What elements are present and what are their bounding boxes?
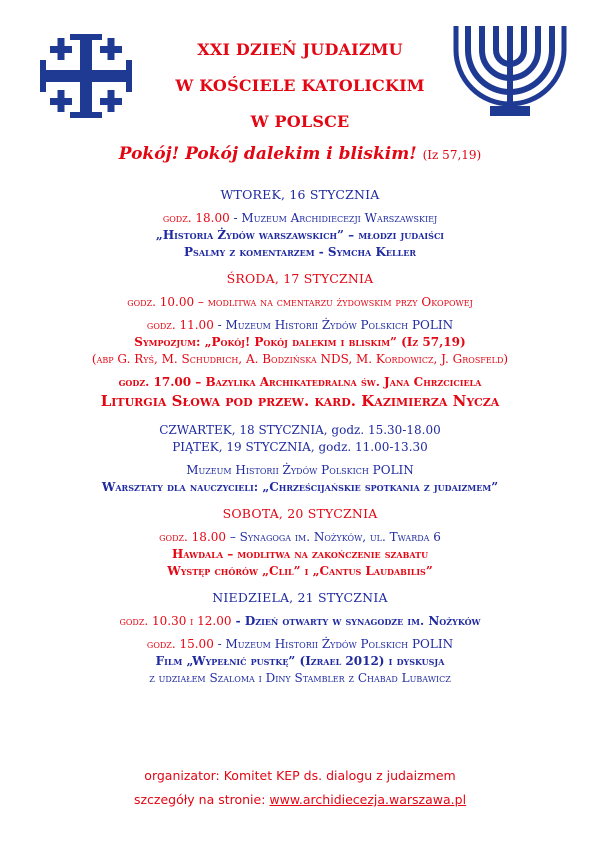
event-place: - Muzeum Historii Żydów Polskich POLIN [213,318,454,332]
day-heading-sunday: NIEDZIELA, 21 STYCZNIA [212,590,388,605]
event-extra: Psalmy z komentarzem - Symcha Keller [184,245,416,259]
event-extra: z udziałem Szaloma i Diny Stambler z Chabad Lubawicz [149,671,451,685]
organizer-line: organizator: Komitet KEP ds. dialogu z judaizmem [144,768,456,783]
event-title: Sympozjum: „Pokój! Pokój dalekim i bliskim” (Iz 57,19) [134,335,466,349]
poster-header [0,0,600,180]
title-line-3: W POLSCE [250,112,350,131]
event-text: – modlitwa na cmentarzu żydowskim przy Okopowej [194,295,473,309]
event-line [0,636,600,653]
day-heading-thursday: CZWARTEK, 18 STYCZNIA, godz. 15.30-18.00 [159,423,441,437]
event-line [0,210,600,227]
event-place: - Muzeum Historii Żydów Polskich POLIN [213,637,454,651]
event-time: godz. 10.30 i 12.00 [119,614,232,628]
event-title: - Dzień otwarty w synagodze im. Nożyków [231,614,481,628]
event-time: godz. 15.00 [146,637,214,651]
event-place: – Bazylika Archikatedralna św. Jana Chrzciciela [191,375,482,389]
event-extra: Występ chórów „Clil” i „Cantus Laudabilis” [167,564,433,578]
event-line [0,613,600,630]
event-place: - Muzeum Archidiecezji Warszawskiej [229,211,438,225]
program-schedule [0,186,600,687]
event-line [0,374,600,391]
title-line-2: W KOŚCIELE KATOLICKIM [175,76,425,95]
event-place: Muzeum Historii Żydów Polskich POLIN [186,463,414,477]
day-heading-wednesday: ŚRODA, 17 STYCZNIA [226,271,374,286]
motto-reference: (Iz 57,19) [422,148,482,162]
event-title: Liturgia Słowa pod przew. kard. Kazimierza Nycza [100,392,500,410]
event-title: Film „Wypełnić pustkę” (Izrael 2012) i dyskusja [155,654,445,668]
event-people: (abp G. Ryś, M. Schudrich, A. Bodzińska NDS, M. Kordowicz, J. Grosfeld) [91,352,509,366]
motto-text: Pokój! Pokój dalekim i bliskim! [118,144,417,164]
details-line [0,788,600,812]
event-time: godz. 18.00 [162,211,230,225]
poster-footer [0,764,600,812]
event-title: „Historia Żydów warszawskich” – młodzi judaiści [155,228,445,242]
title-line-1: XXI DZIEŃ JUDAIZMU [197,40,403,59]
event-title: Warsztaty dla nauczycieli: „Chrześcijańskie spotkania z judaizmem” [101,480,499,494]
event-time: godz. 18.00 [159,530,227,544]
jerusalem-cross-icon [32,30,140,122]
details-label: szczegóły na stronie: [133,792,270,807]
day-heading-friday: PIĄTEK, 19 STYCZNIA, godz. 11.00-13.30 [172,440,428,454]
day-heading-saturday: SOBOTA, 20 STYCZNIA [222,506,378,521]
event-line [0,294,600,311]
day-heading-tuesday: WTOREK, 16 STYCZNIA [220,187,380,202]
event-time: godz. 11.00 [146,318,214,332]
event-line [0,529,600,546]
event-place: – Synagoga im. Nożyków, ul. Twarda 6 [226,530,441,544]
event-time: godz. 10.00 [127,295,195,309]
event-line [0,317,600,334]
event-time: godz. 17.00 [118,375,192,389]
website-link[interactable]: www.archidiecezja.warszawa.pl [269,792,467,807]
motto [0,144,600,164]
menorah-icon [452,22,568,122]
event-title: Hawdala – modlitwa na zakończenie szabatu [171,547,429,561]
